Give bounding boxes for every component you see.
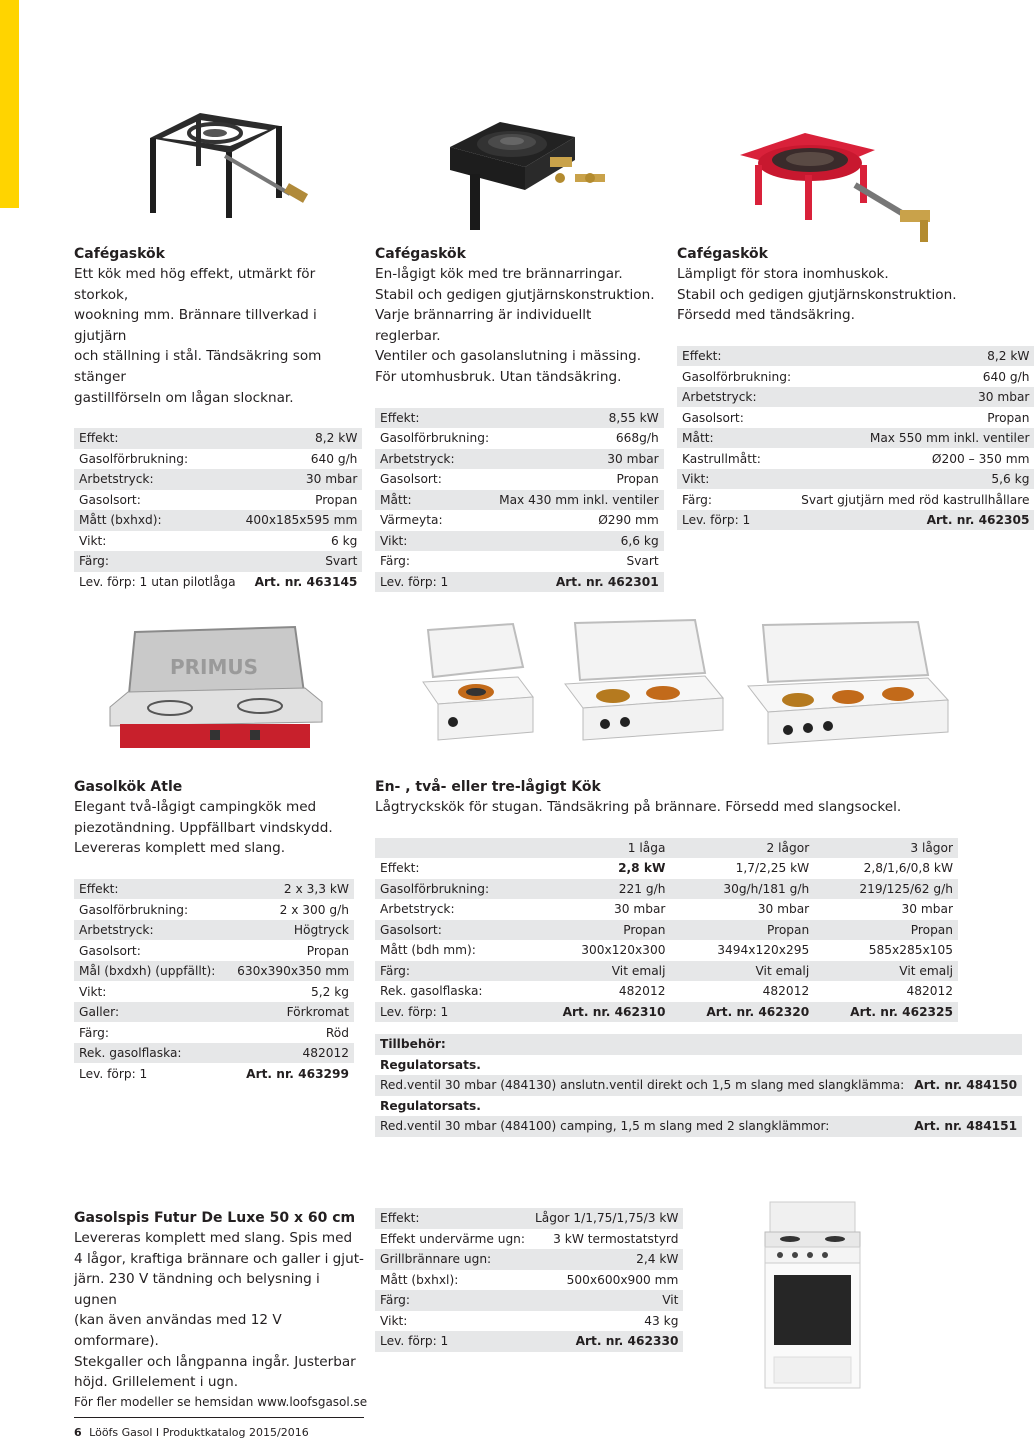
spec-row xyxy=(74,981,354,1002)
spec-table xyxy=(677,346,1034,531)
spec-row xyxy=(74,469,362,490)
spec-row-lev xyxy=(375,572,664,593)
table-cell: Propan xyxy=(315,492,358,507)
table-cell: Propan xyxy=(670,920,814,941)
product-image-one-burner xyxy=(418,622,538,747)
spec-row xyxy=(677,448,1034,469)
table-cell: Förkromat xyxy=(227,1002,354,1023)
spec-row xyxy=(375,1311,683,1332)
table-cell: 30 mbar xyxy=(796,387,1034,408)
table-cell: Ø290 mm xyxy=(598,513,659,528)
table-cell: Gasolförbrukning: xyxy=(79,451,189,466)
table-cell: Gasolsort: xyxy=(682,410,744,425)
spec-row xyxy=(74,531,362,552)
spec-row xyxy=(375,1270,683,1291)
table-cell: Arbetstryck: xyxy=(677,387,796,408)
table-row xyxy=(375,899,958,920)
product-title: Cafégaskök xyxy=(74,246,165,262)
spec-row xyxy=(375,1208,683,1229)
table-cell: 30 mbar xyxy=(613,902,666,917)
product-title: Gasolspis Futur De Luxe 50 x 60 cm xyxy=(74,1210,356,1226)
table-cell: 6 kg xyxy=(330,533,358,548)
table-cell: Arbetstryck: xyxy=(74,920,227,941)
article-number: Art. nr. 462330 xyxy=(530,1331,683,1352)
table-cell: Mått: xyxy=(677,428,796,449)
table-cell: 630x390x350 mm xyxy=(227,961,354,982)
table-row xyxy=(375,961,958,982)
product-image-cafe-stove-2 xyxy=(440,112,620,232)
more-models-link[interactable]: För fler modeller se hemsidan www.loofsgasol.se xyxy=(74,1395,368,1409)
table-cell: Arbetstryck: xyxy=(375,449,494,470)
table-cell: Effekt: xyxy=(375,1208,530,1229)
table-cell: Färg: xyxy=(375,1290,530,1311)
spec-row xyxy=(677,346,1034,367)
table-cell: 30 mbar xyxy=(757,902,810,917)
table-cell: Vikt: xyxy=(79,984,107,999)
spec-row xyxy=(375,1229,683,1250)
table-cell: Effekt: xyxy=(74,879,227,900)
table-cell: Högtryck xyxy=(227,920,354,941)
table-cell: Propan xyxy=(306,943,349,958)
table-cell: Svart gjutjärn med röd kastrullhållare xyxy=(801,492,1030,507)
table-cell: 3 lågor xyxy=(814,838,958,859)
spec-row xyxy=(677,469,1034,490)
table-cell: Ø200 – 350 mm xyxy=(931,451,1030,466)
product-description: Elegant två-lågigt campingkök med piezotändning. Uppfällbart vindskydd. Levereras komplett med slang. xyxy=(74,799,333,857)
product-description: Ett kök med hög effekt, utmärkt för storkok, wookning mm. Brännare tillverkad i gjutjärn och ställning i stål. Tändsäkring som stänger gastillförseln om lågan slocknar. xyxy=(74,266,322,406)
accessory-row xyxy=(375,1116,1022,1137)
table-cell: 8,2 kW xyxy=(241,428,363,449)
accessories-heading xyxy=(375,1034,1022,1055)
table-cell: Vikt: xyxy=(677,469,796,490)
table-cell: Regulatorsats. xyxy=(375,1055,1022,1076)
product-image-two-burner xyxy=(555,618,730,748)
table-cell: Färg: xyxy=(79,1025,109,1040)
page-number: 6 xyxy=(74,1426,82,1439)
table-cell: Röd xyxy=(325,1025,349,1040)
table-cell: 3494x120x295 xyxy=(717,943,810,958)
table-cell: Gasolsort: xyxy=(79,943,141,958)
table-cell: 30 mbar xyxy=(901,902,953,917)
article-number: Art. nr. 462301 xyxy=(494,572,664,593)
product-cafe-stove-2 xyxy=(375,244,660,592)
spec-row xyxy=(375,490,664,511)
table-cell: Art. nr. 462320 xyxy=(670,1002,814,1023)
table-cell: Red.ventil 30 mbar (484100) camping, 1,5 m slang med 2 slangklämmor: xyxy=(375,1116,909,1137)
table-cell: Effekt: xyxy=(375,408,494,429)
table-cell: Gasolförbrukning: xyxy=(682,369,792,384)
product-cafe-stove-3 xyxy=(677,244,1030,530)
product-title: En- , två- eller tre-lågigt Kök xyxy=(375,779,601,795)
table-cell: Lev. förp: 1 xyxy=(79,1066,148,1081)
primus-lid-text: PRIMUS xyxy=(170,655,259,679)
product-futur-de-luxe xyxy=(74,1208,364,1393)
product-image-cafe-stove-1 xyxy=(140,108,340,220)
spec-row xyxy=(375,428,664,449)
spec-table xyxy=(74,428,362,592)
table-cell: Gasolförbrukning: xyxy=(380,431,490,446)
table-cell: Färg: xyxy=(380,554,410,569)
table-cell: Lågor 1/1,75/1,75/3 kW xyxy=(530,1208,683,1229)
table-row xyxy=(375,858,958,879)
spec-row xyxy=(74,920,354,941)
table-cell: Svart xyxy=(241,551,363,572)
table-cell: Effekt: xyxy=(74,428,241,449)
table-cell: Lev. förp: 1 xyxy=(677,510,796,531)
table-cell: Grillbrännare ugn: xyxy=(375,1249,530,1270)
spec-row xyxy=(74,449,362,470)
table-cell: Värmeyta: xyxy=(380,513,443,528)
table-cell: Lev. förp: 1 xyxy=(375,572,494,593)
table-cell: Galler: xyxy=(74,1002,227,1023)
table-cell: Effekt: xyxy=(380,861,420,876)
table-cell: Gasolförbrukning: xyxy=(375,879,527,900)
table-cell: 482012 xyxy=(618,984,666,999)
table-cell: 668g/h xyxy=(615,431,659,446)
spec-row xyxy=(74,879,354,900)
product-futur-specs xyxy=(375,1208,683,1352)
table-header-row xyxy=(375,838,958,859)
table-cell: 30g/h/181 g/h xyxy=(670,879,814,900)
table-cell: 482012 xyxy=(762,984,810,999)
spec-row xyxy=(677,366,1034,387)
table-cell: Mått: xyxy=(375,490,494,511)
table-cell: 500x600x900 mm xyxy=(566,1272,679,1287)
product-cafe-stove-1 xyxy=(74,244,359,592)
table-cell: 5,2 kg xyxy=(310,984,349,999)
spec-row xyxy=(74,899,354,920)
table-cell: Red.ventil 30 mbar (484130) anslutn.ventil direkt och 1,5 m slang med slangklämma: xyxy=(375,1075,909,1096)
table-row xyxy=(375,981,958,1002)
spec-row xyxy=(74,1022,354,1043)
spec-row xyxy=(677,387,1034,408)
table-cell: Färg: xyxy=(375,961,527,982)
product-low-pressure-stoves xyxy=(375,777,1018,1137)
table-cell: 2 x 3,3 kW xyxy=(227,879,354,900)
product-atle xyxy=(74,777,359,1084)
table-cell: 2,8 kW xyxy=(618,861,666,876)
table-cell: Gasolsort: xyxy=(79,492,141,507)
spec-row xyxy=(74,940,354,961)
spec-row-lev xyxy=(74,572,362,593)
table-cell: Gasolförbrukning: xyxy=(79,902,189,917)
spec-row xyxy=(677,489,1034,510)
table-cell: Max 430 mm inkl. ventiler xyxy=(494,490,664,511)
product-image-futur-stove xyxy=(760,1197,865,1397)
product-image-cafe-stove-3 xyxy=(735,125,950,245)
table-cell: Tillbehör: xyxy=(375,1034,1022,1055)
table-cell: Lev. förp: 1 utan pilotlåga xyxy=(79,574,236,589)
table-row xyxy=(375,879,958,900)
page-footer xyxy=(74,1426,309,1439)
product-image-atle-stove xyxy=(100,622,330,762)
table-row xyxy=(375,940,958,961)
table-cell: 8,2 kW xyxy=(796,346,1034,367)
product-description: Lämpligt för stora inomhuskok. Stabil och gedigen gjutjärnskonstruktion. Försedd med tändsäkring. xyxy=(677,266,957,324)
table-cell: Mål (bxdxh) (uppfällt): xyxy=(74,961,227,982)
table-cell: Art. nr. 484151 xyxy=(909,1116,1022,1137)
table-cell: Rek. gasolflaska: xyxy=(380,984,483,999)
table-cell: Effekt: xyxy=(677,346,796,367)
table-cell: Art. nr. 462310 xyxy=(527,1002,671,1023)
table-cell: 585x285x105 xyxy=(868,943,953,958)
table-cell: Regulatorsats. xyxy=(375,1096,1022,1117)
table-cell: 482012 xyxy=(906,984,953,999)
table-row-lev xyxy=(375,1002,958,1023)
table-cell: Max 550 mm inkl. ventiler xyxy=(796,428,1034,449)
table-cell: 482012 xyxy=(227,1043,354,1064)
table-cell: 640 g/h xyxy=(982,369,1030,384)
table-cell: Vit emalj xyxy=(670,961,814,982)
table-cell: 400x185x595 mm xyxy=(241,510,363,531)
spec-row xyxy=(375,531,664,552)
table-cell: Gasolsort: xyxy=(380,472,442,487)
table-cell xyxy=(375,838,527,859)
table-cell: Rek. gasolflaska: xyxy=(74,1043,227,1064)
spec-row xyxy=(375,551,664,572)
spec-row xyxy=(74,428,362,449)
product-image-three-burner xyxy=(738,620,953,755)
spec-table xyxy=(74,879,354,1084)
product-description: Levereras komplett med slang. Spis med 4 lågor, kraftiga brännare och galler i gjut- järn. 230 V tändning och belysning i ugnen (kan även användas med 12 V omformare). Stekgaller och långpanna ingår. Justerbar höjd. Grillelement i ugn. xyxy=(74,1230,364,1391)
table-cell: 2,4 kW xyxy=(530,1249,683,1270)
table-cell: 43 kg xyxy=(644,1313,679,1328)
accessory-row xyxy=(375,1075,1022,1096)
table-cell: Svart xyxy=(626,554,659,569)
table-cell: 2,8/1,6/0,8 kW xyxy=(863,861,953,876)
article-number: Art. nr. 462305 xyxy=(796,510,1034,531)
table-cell: Färg: xyxy=(682,492,712,507)
table-cell: Propan xyxy=(527,920,671,941)
table-cell: Art. nr. 462325 xyxy=(814,1002,958,1023)
table-cell: Gasolsort: xyxy=(375,920,527,941)
spec-row-lev xyxy=(375,1331,683,1352)
spec-row xyxy=(375,449,664,470)
table-cell: Vit emalj xyxy=(527,961,671,982)
accessory-title xyxy=(375,1096,1022,1117)
spec-row-lev xyxy=(74,1063,354,1084)
table-cell: Vit emalj xyxy=(814,961,958,982)
spec-row xyxy=(74,510,362,531)
table-cell: Effekt undervärme ugn: xyxy=(380,1231,526,1246)
spec-row xyxy=(677,407,1034,428)
spec-row xyxy=(375,1290,683,1311)
table-cell: 30 mbar xyxy=(494,449,664,470)
table-cell: 300x120x300 xyxy=(581,943,666,958)
table-cell: Propan xyxy=(987,410,1030,425)
product-title: Cafégaskök xyxy=(375,246,466,262)
spec-table xyxy=(375,1208,683,1352)
accessory-title xyxy=(375,1055,1022,1076)
spec-row xyxy=(677,428,1034,449)
table-cell: Vikt: xyxy=(375,531,494,552)
accessories-table xyxy=(375,1034,1022,1137)
table-cell: Art. nr. 484150 xyxy=(909,1075,1022,1096)
table-cell: 6,6 kg xyxy=(494,531,664,552)
table-cell: 2 x 300 g/h xyxy=(279,902,349,917)
spec-row xyxy=(375,510,664,531)
table-cell: Lev. förp: 1 xyxy=(375,1002,527,1023)
yellow-page-tab xyxy=(0,0,19,208)
article-number: Art. nr. 463299 xyxy=(246,1066,349,1081)
table-cell: 8,55 kW xyxy=(494,408,664,429)
spec-row-lev xyxy=(677,510,1034,531)
table-cell: Mått (bdh mm): xyxy=(380,943,476,958)
table-cell: 221 g/h xyxy=(527,879,671,900)
footer-divider xyxy=(74,1417,364,1418)
comparison-table xyxy=(375,838,958,1023)
article-number: Art. nr. 463145 xyxy=(254,574,358,589)
table-cell: Vikt: xyxy=(380,1313,408,1328)
product-title: Gasolkök Atle xyxy=(74,779,183,795)
table-cell: 1,7/2,25 kW xyxy=(735,861,810,876)
table-cell: Vit xyxy=(530,1290,683,1311)
product-title: Cafégaskök xyxy=(677,246,768,262)
spec-row xyxy=(74,1002,354,1023)
spec-table xyxy=(375,408,664,593)
spec-row xyxy=(375,1249,683,1270)
catalog-name: Lööfs Gasol I Produktkatalog 2015/2016 xyxy=(89,1426,309,1439)
table-cell: Lev. förp: 1 xyxy=(375,1331,530,1352)
table-cell: 640 g/h xyxy=(310,451,358,466)
table-cell: Propan xyxy=(814,920,958,941)
product-description: Lågtryckskök för stugan. Tändsäkring på brännare. Försedd med slangsockel. xyxy=(375,799,902,815)
table-cell: Färg: xyxy=(74,551,241,572)
product-description: En-lågigt kök med tre brännarringar. Stabil och gedigen gjutjärnskonstruktion. Varje brännarring är individuellt reglerbar. Ventiler och gasolanslutning i mässing. För utomhusbruk. Utan tändsäkring. xyxy=(375,266,655,385)
table-cell: Vikt: xyxy=(79,533,107,548)
spec-row xyxy=(74,961,354,982)
table-cell: Kastrullmått: xyxy=(682,451,761,466)
table-cell: Propan xyxy=(616,472,659,487)
spec-row xyxy=(375,408,664,429)
table-cell: Mått (bxhxl): xyxy=(380,1272,459,1287)
table-cell: 5,6 kg xyxy=(796,469,1034,490)
spec-row xyxy=(375,469,664,490)
table-cell: Arbetstryck: xyxy=(380,902,455,917)
table-cell: 1 låga xyxy=(527,838,671,859)
spec-row xyxy=(74,490,362,511)
table-cell: 30 mbar xyxy=(241,469,363,490)
spec-row xyxy=(74,551,362,572)
spec-row xyxy=(74,1043,354,1064)
table-row xyxy=(375,920,958,941)
table-cell: 219/125/62 g/h xyxy=(814,879,958,900)
table-cell: 3 kW termostatstyrd xyxy=(553,1231,679,1246)
table-cell: Mått (bxhxd): xyxy=(74,510,241,531)
table-cell: 2 lågor xyxy=(670,838,814,859)
table-cell: Arbetstryck: xyxy=(74,469,241,490)
